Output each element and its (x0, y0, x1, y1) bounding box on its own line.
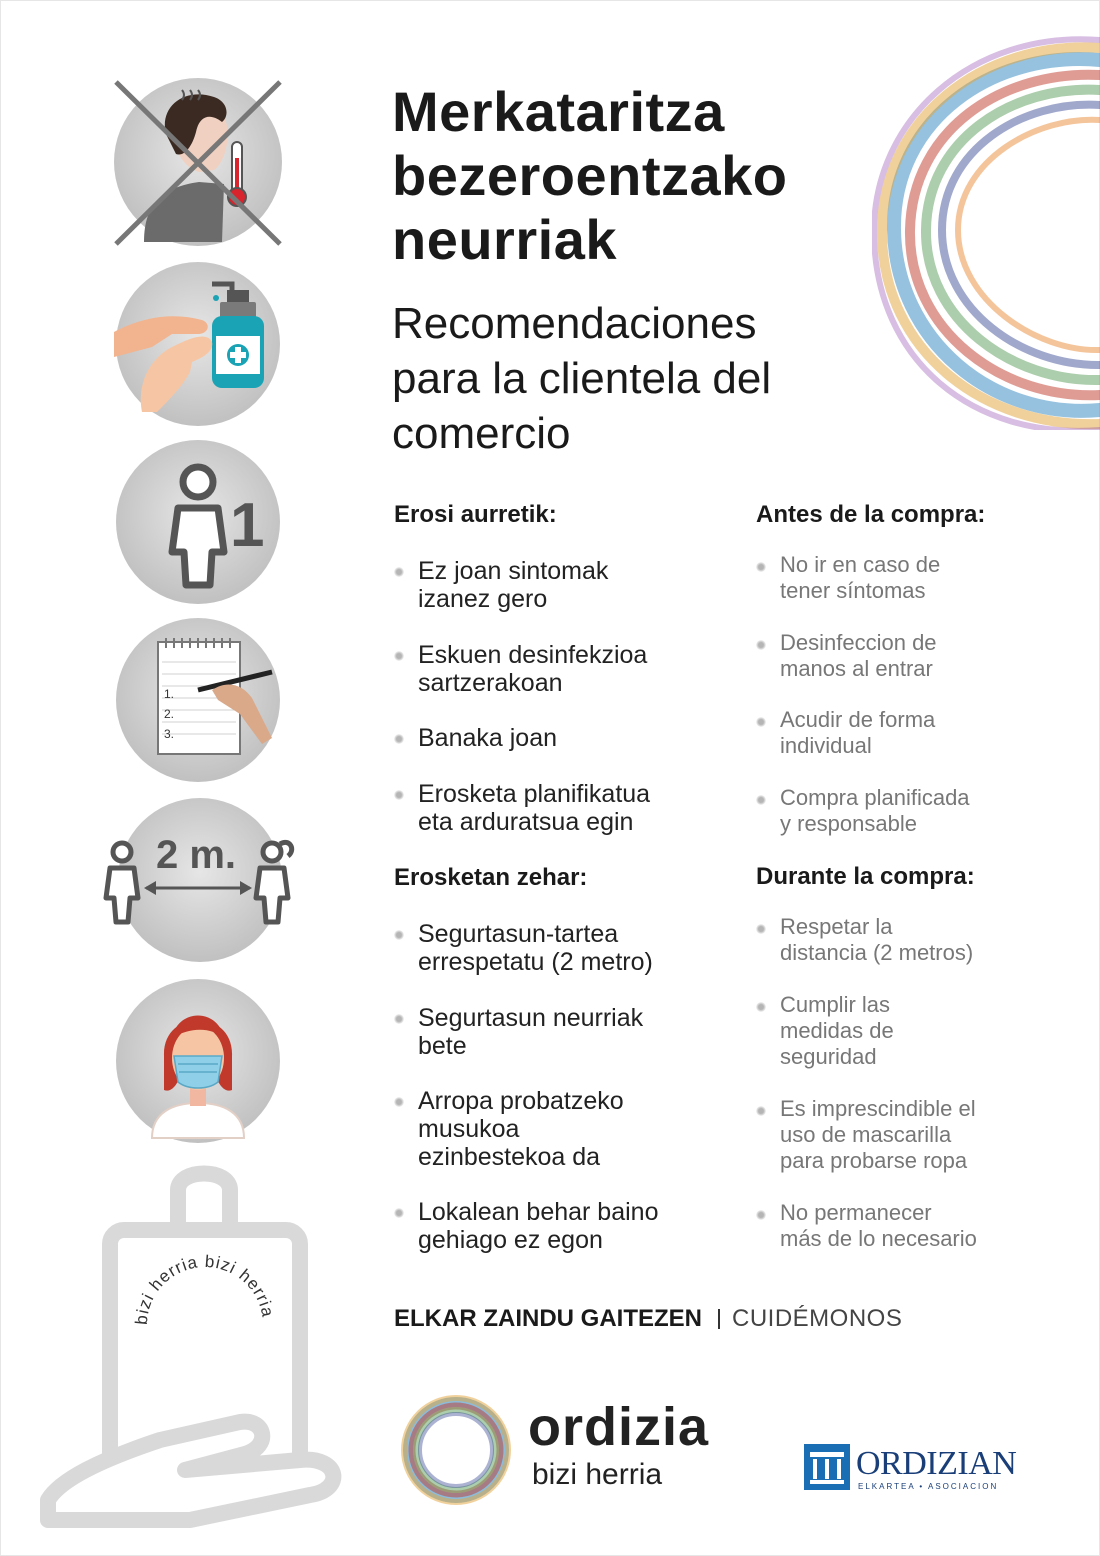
item-line: Segurtasun-tartea (418, 920, 619, 948)
ordizia-logo-name: ordizia (528, 1397, 710, 1457)
item-line: Eskuen desinfekzioa (418, 641, 648, 669)
list-number-3: 3. (164, 727, 175, 741)
face-mask-icon (112, 978, 284, 1144)
item-line: seguridad (780, 1044, 877, 1069)
decorative-swirl (872, 30, 1100, 430)
bullet-icon (756, 924, 766, 934)
item-line: Cumplir las (780, 992, 891, 1017)
ordizian-logo (804, 1440, 1024, 1500)
hand-sanitizer-icon (112, 262, 284, 426)
item-line: musukoa (418, 1115, 520, 1143)
ordizian-logo-subtitle: ELKARTEA • ASOCIACION (858, 1482, 999, 1491)
ordizia-logo-subtitle: bizi herria (532, 1458, 663, 1491)
during-heading-eu: Erosketan zehar: (394, 864, 588, 891)
before-heading-eu: Erosi aurretik: (394, 501, 557, 528)
list-item (394, 1198, 734, 1254)
item-line: Respetar la (780, 914, 893, 939)
list-item (756, 914, 1086, 966)
item-line: manos al entrar (780, 656, 933, 681)
bullet-icon (756, 562, 766, 572)
item-line: No ir en caso de (780, 552, 941, 577)
bullet-icon (394, 790, 404, 800)
list-item (756, 552, 1086, 604)
bullet-icon (756, 717, 766, 727)
single-person-icon (112, 440, 284, 604)
item-line: eta arduratsua egin (418, 808, 634, 836)
item-line: ezinbestekoa da (418, 1143, 601, 1171)
tagline-basque: ELKAR ZAINDU GAITEZEN (394, 1305, 702, 1332)
no-fever-icon (104, 72, 294, 252)
bullet-icon (394, 734, 404, 744)
list-item (394, 641, 734, 697)
tagline-separator (718, 1309, 720, 1329)
before-heading-es: Antes de la compra: (756, 501, 986, 528)
bullet-icon (394, 651, 404, 661)
list-number-1: 1. (164, 687, 175, 701)
bag-text-path: bizi herria bizi herria (131, 1251, 278, 1326)
ordizia-logo (394, 1390, 734, 1510)
item-line: Es imprescindible el (780, 1096, 976, 1121)
item-line: más de lo necesario (780, 1226, 977, 1251)
list-item (756, 992, 1086, 1070)
bullet-icon (756, 1002, 766, 1012)
list-item (394, 1004, 734, 1060)
during-heading-es: Durante la compra: (756, 863, 975, 890)
item-line: Lokalean behar baino (418, 1198, 659, 1226)
shopping-bag-hand-icon (40, 1160, 360, 1540)
tagline-spanish: CUIDÉMONOS (732, 1305, 903, 1332)
subtitle-line: comercio (392, 409, 571, 458)
subtitle-line: Recomendaciones (392, 299, 757, 348)
title-line: bezeroentzako (392, 144, 788, 207)
queue-number: 1 (230, 491, 265, 560)
icon-column (0, 0, 380, 1556)
item-line: izanez gero (418, 585, 548, 613)
bullet-icon (756, 640, 766, 650)
item-line: errespetatu (2 metro) (418, 948, 653, 976)
bullet-icon (756, 1106, 766, 1116)
list-item (756, 785, 1086, 837)
item-line: Ez joan sintomak (418, 557, 609, 585)
item-line: Banaka joan (418, 724, 558, 752)
bullet-icon (394, 1208, 404, 1218)
list-item (756, 707, 1086, 759)
list-item (394, 1087, 734, 1171)
item-line: medidas de (780, 1018, 894, 1043)
item-line: para probarse ropa (780, 1148, 968, 1173)
list-item (394, 780, 734, 836)
item-line: bete (418, 1032, 467, 1060)
item-line: tener síntomas (780, 578, 926, 603)
ordizian-emblem-icon (804, 1444, 850, 1490)
item-line: Erosketa planifikatua (418, 780, 651, 808)
page-title (392, 80, 912, 272)
page-subtitle (392, 296, 872, 461)
shopping-list-icon (112, 618, 284, 782)
item-line: Desinfeccion de (780, 630, 937, 655)
list-item (394, 557, 734, 613)
item-line: gehiago ez egon (418, 1226, 603, 1254)
list-item (756, 1096, 1086, 1174)
item-line: distancia (2 metros) (780, 940, 974, 965)
item-line: No permanecer (780, 1200, 932, 1225)
ordizia-ring-icon (394, 1390, 518, 1510)
list-item (394, 724, 734, 752)
list-number-2: 2. (164, 707, 175, 721)
bullet-icon (756, 795, 766, 805)
item-line: y responsable (780, 811, 917, 836)
item-line: Compra planificada (780, 785, 970, 810)
bullet-icon (394, 567, 404, 577)
bullet-icon (394, 1014, 404, 1024)
bullet-icon (394, 1097, 404, 1107)
title-line: neurriak (392, 208, 617, 271)
bullet-icon (756, 1210, 766, 1220)
ordizian-logo-name: ORDIZIAN (856, 1445, 1017, 1482)
item-line: Segurtasun neurriak (418, 1004, 644, 1032)
distance-label: 2 m. (156, 833, 237, 877)
distance-icon (100, 798, 300, 962)
item-line: Acudir de forma (780, 707, 936, 732)
item-line: uso de mascarilla (780, 1122, 952, 1147)
list-item (394, 920, 734, 976)
subtitle-line: para la clientela del (392, 354, 772, 403)
bag-text (132, 1252, 278, 1326)
item-line: individual (780, 733, 872, 758)
list-item (756, 1200, 1086, 1252)
bullet-icon (394, 930, 404, 940)
title-line: Merkataritza (392, 80, 725, 143)
item-line: Arropa probatzeko (418, 1087, 624, 1115)
item-line: sartzerakoan (418, 669, 563, 697)
list-item (756, 630, 1086, 682)
tagline (394, 1304, 902, 1334)
